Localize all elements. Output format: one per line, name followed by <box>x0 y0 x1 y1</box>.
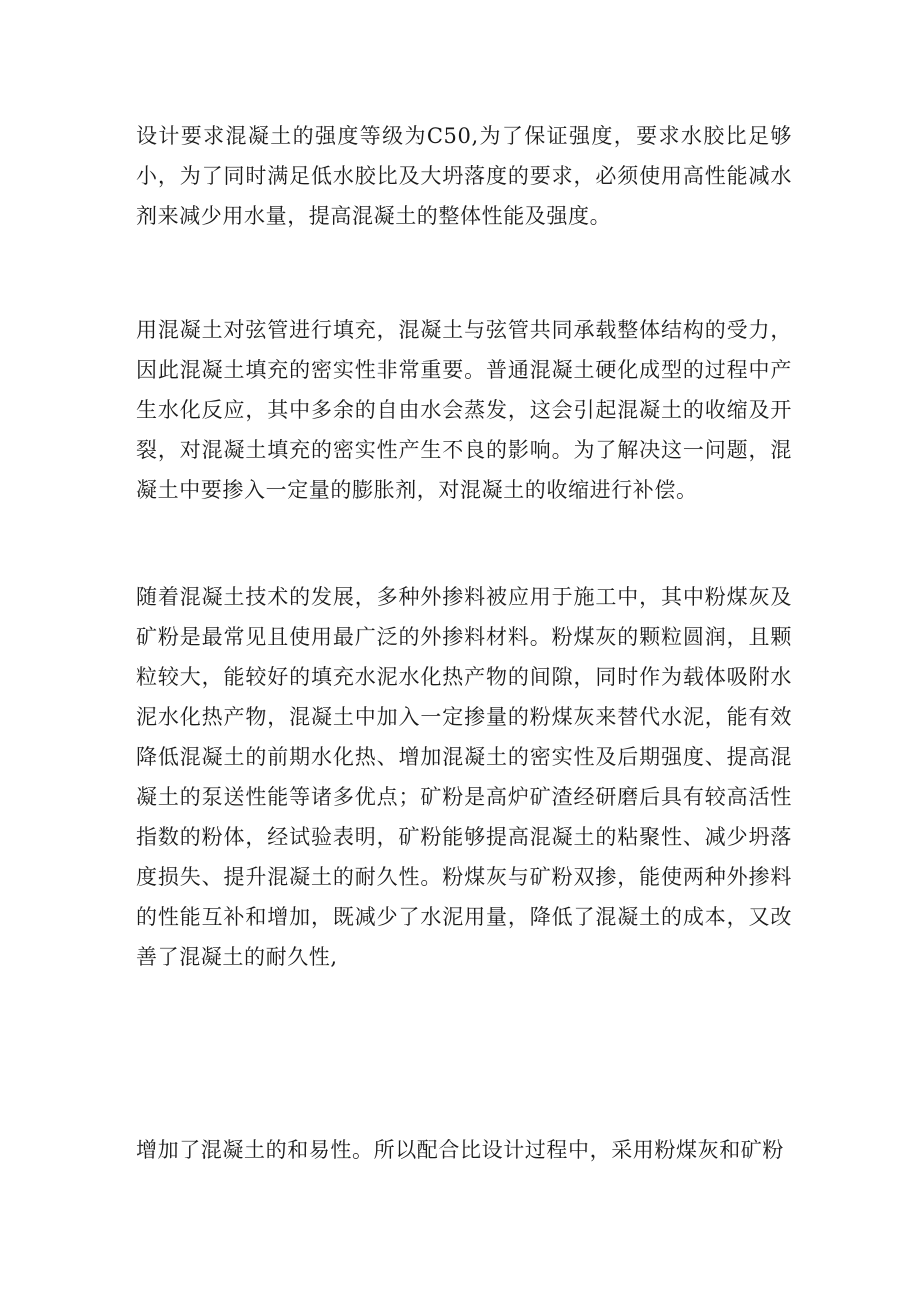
paragraph-workability: 增加了混凝土的和易性。所以配合比设计过程中，采用粉煤灰和矿粉 <box>136 1138 784 1162</box>
paragraph-design-requirements: 设计要求混凝土的强度等级为C50,为了保证强度，要求水胶比足够小，为了同时满足低水胶比及大坍落度的要求，必须使用高性能减水剂来减少用水量，提高混凝土的整体性能及强度。 <box>136 124 792 228</box>
paragraph-admixtures: 随着混凝土技术的发展，多种外掺料被应用于施工中，其中粉煤灰及矿粉是最常见且使用最广泛的外掺料材料。粉煤灰的颗粒圆润，且颗粒较大，能较好的填充水泥水化热产物的间隙，同时作为载体吸附水泥水化热产物，混凝土中加入一定掺量的粉煤灰来替代水泥，能有效降低混凝土的前期水化热、增加混凝土的密实性及后期强度、提高混凝土的泵送性能等诸多优点；矿粉是高炉矿渣经研磨后具有较高活性指数的粉体，经试验表明，矿粉能够提高混凝土的粘聚性、减少坍落度损失、提升混凝土的耐久性。粉煤灰与矿粉双掺，能使两种外掺料的性能互补和增加，既减少了水泥用量，降低了混凝土的成本，又改善了混凝土的耐久性, <box>136 585 792 969</box>
paragraph-expansion-agent: 用混凝土对弦管进行填充，混凝土与弦管共同承载整体结构的受力，因此混凝土填充的密实性非常重要。普通混凝土硬化成型的过程中产生水化反应，其中多余的自由水会蒸发，这会引起混凝土的收缩及开裂，对混凝土填充的密实性产生不良的影响。为了解决这一问题，混凝土中要掺入一定量的膨胀剂，对混凝土的收缩进行补偿。 <box>136 318 792 502</box>
